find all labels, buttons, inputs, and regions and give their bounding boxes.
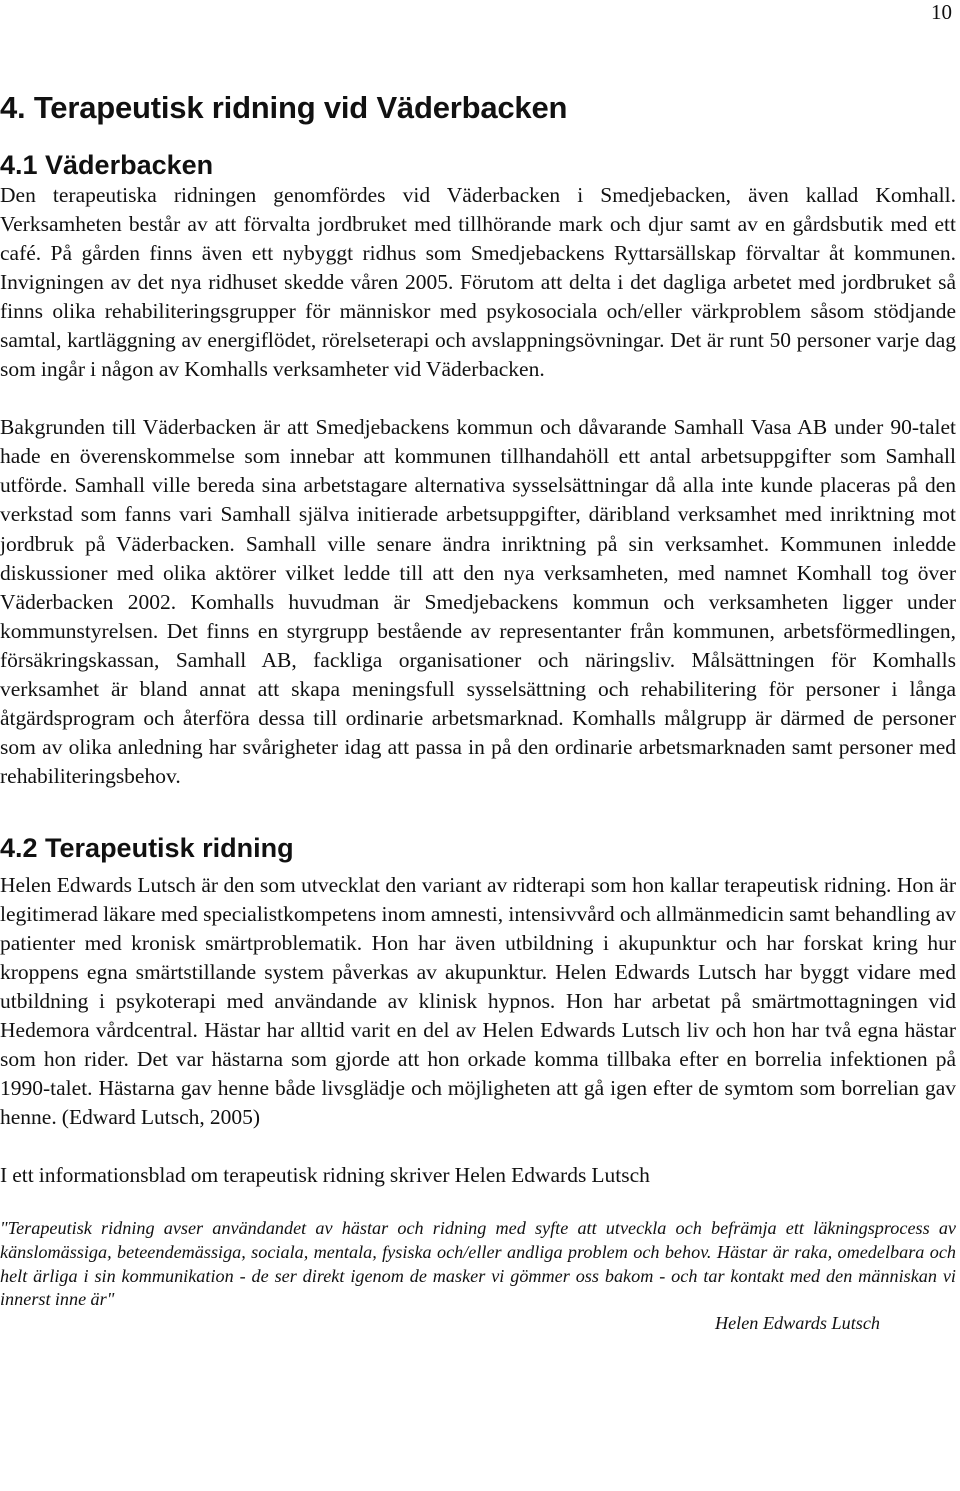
- section-heading-vaderbacken: 4.1 Väderbacken: [0, 150, 214, 180]
- section-heading-terapeutisk-ridning: 4.2 Terapeutisk ridning: [0, 832, 294, 863]
- paragraph-vaderbacken-background: Bakgrunden till Väderbacken är att Smedjebackens kommun och dåvarande Samhall Vasa AB under 90-talet hade en överenskommelse som innebar att kommunen tillhandahöll ett antal arbetsuppgifter som Samhall utförde. Samhall ville bereda sina arbetstagare alternativa sysselsättningar då alla inte kunde placeras på den verkstad som fanns vari Samhall själva initierade arbetsuppgifter, däribland verksamhet med inriktning mot jordbruk på Väderbacken. Samhall ville senare ändra inriktning på sin verksamhet. Kommunen inledde diskussioner med olika aktörer vilket ledde till att den nya verksamheten, med namnet Komhall tog över Väderbacken 2002. Komhalls huvudman är Smedjebackens kommun och verksamheten ligger under kommunstyrelsen. Det finns en styrgrupp bestående av representanter från kommunen, arbetsförmedlingen, försäkringskassan, Samhall AB, fackliga organisationer och näringsliv. Målsättningen för Komhalls verksamhet är bland annat att skapa meningsfull sysselsättning och rehabilitering för personer i långa åtgärdsprogram och återföra dessa till ordinarie arbetsmarknad. Komhalls målgrupp är därmed de personer som av olika anledning har svårigheter idag att passa in på den ordinarie arbetsmarknaden samt personer med rehabiliteringsbehov.: [0, 415, 956, 788]
- chapter-title: 4. Terapeutisk ridning vid Väderbacken: [0, 90, 568, 125]
- paragraph-vaderbacken-intro: Den terapeutiska ridningen genomfördes vid Väderbacken i Smedjebacken, även kallad Komhall. Verksamheten består av att förvalta jordbruket med tillhörande mark och djur samt av en gårdsbutik med ett café. På gården finns även ett nybyggt ridhus som Smedjebackens Ryttarsällskap förvaltar åt kommunen. Invigningen av det nya ridhuset skedde våren 2005. Förutom att delta i det dagliga arbetet med jordbruket så finns olika rehabiliteringsgrupper för människor med psykosociala och/eller värkproblem såsom stödjande samtal, kartläggning av energiflödet, rörelseterapi och avslappningsövningar. Det är runt 50 personer varje dag som ingår i någon av Komhalls verksamheter vid Väderbacken.: [0, 183, 956, 382]
- page-number: 10: [931, 0, 952, 24]
- quote-author: Helen Edwards Lutsch: [714, 1312, 880, 1333]
- section-vaderbacken: [0, 148, 956, 791]
- info-sheet-intro-line: I ett informationsblad om terapeutisk ridning skriver Helen Edwards Lutsch: [0, 1163, 650, 1188]
- document-body: [0, 88, 956, 1336]
- section-terapeutisk-ridning: [0, 831, 956, 1336]
- block-quote: "Terapeutisk ridning avser användandet av hästar och ridning med syfte att utveckla och befrämja ett läkningsprocess av känslomässiga, beteendemässiga, sociala, mentala, fysiska och/eller andliga problem och behov. Hästar är raka, omedelbara och helt ärliga i sin kommunikation - de ser direkt igenom de masker vi gömmer oss bakom - och tar kontakt med den människan vi innerst inne är": [0, 1218, 956, 1310]
- paragraph-helen-edwards-lutsch: Helen Edwards Lutsch är den som utvecklat den variant av ridterapi som hon kallar terapeutisk ridning. Hon är legitimerad läkare med specialistkompetens inom amnesti, intensivvård och allmänmedicin samt behandling av patienter med kronisk smärtproblematik. Hon har även utbildning i akupunktur och har forskat kring hur kroppens egna smärtstillande system påverkas av akupunktur. Helen Edwards Lutsch har byggt vidare med utbildning i psykoterapi med användande av klinisk hypnos. Hon har arbetat på smärtmottagningen vid Hedemora vårdcentral. Hästar har alltid varit en del av Helen Edwards Lutsch liv och hon har två egna hästar som hon rider. Det var hästarna som gjorde att hon orkade komma tillbaka efter en borrelia infektionen på 1990-talet. Hästarna gav henne både livsglädje och möjligheten att gå igen efter de symtom som borrelian gav henne. (Edward Lutsch, 2005): [0, 872, 956, 1130]
